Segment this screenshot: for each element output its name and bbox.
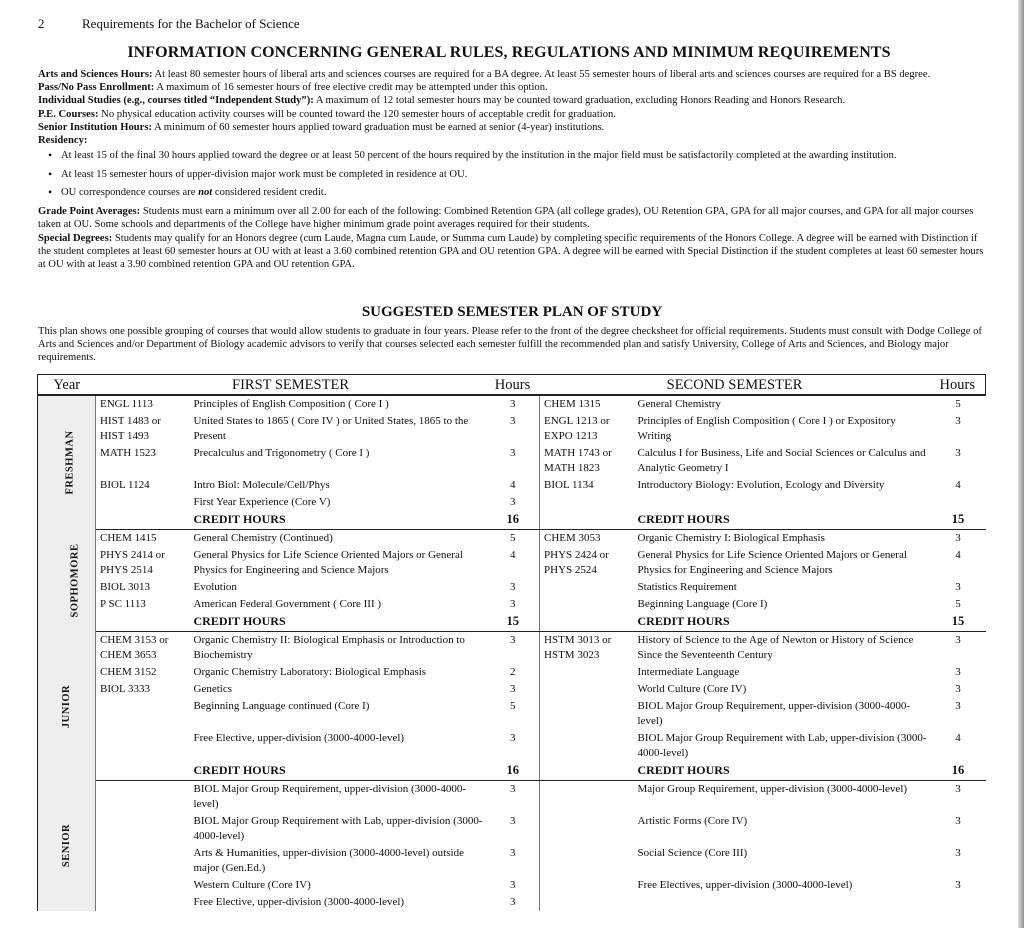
residency-bullet: • At least 15 semester hours of upper-division major work must be completed in residence at OU. <box>61 168 988 181</box>
plan-row <box>38 477 986 494</box>
plan-heading: SUGGESTED SEMESTER PLAN OF STUDY <box>361 304 663 320</box>
course-title: BIOL Major Group Requirement with Lab, upper-division (3000-4000-level) <box>637 732 927 759</box>
course-code <box>540 664 634 681</box>
course-code: HSTM 3013 or HSTM 3023 <box>544 634 612 661</box>
plan-row <box>38 664 986 681</box>
course-code <box>96 511 190 530</box>
rule-label: Grade Point Averages: <box>38 206 141 218</box>
course-hours: 4 <box>955 549 961 561</box>
course-hours: 3 <box>955 634 961 646</box>
rule-individual-studies <box>38 94 988 107</box>
viewer-edge-shadow <box>1018 0 1024 928</box>
residency-bullet <box>61 186 988 199</box>
rule-residency <box>38 134 988 147</box>
credit-hours-label: CREDIT HOURS <box>190 613 486 632</box>
course-code: CHEM 3152 <box>100 666 157 678</box>
course-hours: 3 <box>486 894 540 911</box>
course-code <box>540 596 634 613</box>
course-hours: 3 <box>955 783 961 795</box>
course-code: PHYS 2424 or PHYS 2524 <box>544 549 609 576</box>
course-hours: 3 <box>486 445 540 477</box>
course-code <box>540 681 634 698</box>
rule-text: A maximum of 16 semester hours of free elective credit may be attempted under this option. <box>154 82 548 94</box>
course-title: First Year Experience (Core V) <box>193 496 331 508</box>
course-code: HIST 1483 or HIST 1493 <box>100 415 161 442</box>
course-hours: 3 <box>955 532 961 544</box>
course-hours: 4 <box>486 477 540 494</box>
running-header <box>38 16 300 32</box>
course-title: General Chemistry (Continued) <box>193 532 333 544</box>
course-code <box>540 579 634 596</box>
course-title: Free Elective, upper-division (3000-4000-level) <box>193 896 405 908</box>
rule-senior-hours <box>38 121 988 134</box>
course-code <box>540 877 634 894</box>
course-code <box>96 698 190 730</box>
course-code: BIOL 3013 <box>100 581 151 593</box>
course-code <box>96 730 190 762</box>
course-title: Calculus I for Business, Life and Social Sciences or Calculus and Analytic Geometry I <box>637 447 926 474</box>
rule-text: No physical education activity courses will be counted toward the 120 semester hours of acceptable credit for graduation. <box>98 108 616 120</box>
col-header-second-semester: SECOND SEMESTER <box>540 375 930 396</box>
course-title <box>634 894 930 911</box>
course-hours: 3 <box>486 681 540 698</box>
course-code <box>540 813 634 845</box>
course-hours: 3 <box>955 447 961 459</box>
plan-row <box>38 445 986 477</box>
course-code <box>540 698 634 730</box>
course-hours: 4 <box>955 732 961 744</box>
course-title: Free Elective, upper-division (3000-4000-level) <box>193 732 405 744</box>
course-hours: 3 <box>486 596 540 613</box>
course-code: BIOL 1134 <box>544 479 594 491</box>
rule-special-degrees <box>38 232 988 272</box>
course-hours: 4 <box>955 479 961 491</box>
course-hours <box>930 894 986 911</box>
course-title: General Physics for Life Science Oriented Majors or General Physics for Engineering and Science Majors <box>193 549 463 576</box>
rule-pe-courses <box>38 108 988 121</box>
course-title: General Chemistry <box>637 398 721 410</box>
plan-intro-text: This plan shows one possible grouping of courses that would allow students to graduate in four years. Please refer to the front of the degree checksheet for official requirements. Students must consult with Dodge College of Arts and Sciences and/or Department of Biology academic advisors to verify that courses selected each semester fulfill the recommended plan and satisfy University, College of Arts and Sciences, and Biology major requirements. <box>38 326 982 364</box>
credit-hours-total: 16 <box>486 762 540 781</box>
credit-hours-label: CREDIT HOURS <box>190 511 486 530</box>
rule-pass-fail <box>38 81 988 94</box>
course-code: CHEM 1415 <box>100 532 157 544</box>
course-code: ENGL 1213 or EXPO 1213 <box>544 415 610 442</box>
year-label-cell <box>38 632 96 781</box>
course-title: Evolution <box>193 581 237 593</box>
rule-text: Students must earn a minimum over all 2.00 for each of the following: Combined Retention GPA (all college grades), OU Retention GPA, GPA for all major courses, and GPA for all major courses taken at OU. Some schools and departments of the College have higher minimum grade point averages required for their students. <box>38 206 974 231</box>
page-number: 2 <box>38 16 45 31</box>
rules-section <box>38 68 988 271</box>
course-title: BIOL Major Group Requirement with Lab, upper-division (3000-4000-level) <box>193 815 483 842</box>
rule-gpa <box>38 205 988 231</box>
credit-hours-row <box>38 511 986 530</box>
residency-bullet: • At least 15 of the final 30 hours applied toward the degree or at least 50 percent of the hours required by the institution in the major field must be satisfactorily completed at the awarding institution. <box>61 149 988 162</box>
credit-hours-label: CREDIT HOURS <box>634 511 930 530</box>
course-hours: 3 <box>486 845 540 877</box>
course-hours: 3 <box>955 700 961 712</box>
credit-hours-label: CREDIT HOURS <box>634 613 930 632</box>
course-hours: 3 <box>955 415 961 427</box>
course-title <box>634 494 930 511</box>
course-code <box>96 894 190 911</box>
course-hours: 4 <box>486 547 540 579</box>
plan-row <box>38 596 986 613</box>
course-code <box>96 813 190 845</box>
course-code <box>96 781 190 814</box>
course-code <box>540 511 634 530</box>
course-title: Artistic Forms (Core IV) <box>637 815 748 827</box>
rule-label: Senior Institution Hours: <box>38 121 153 133</box>
year-label: JUNIOR <box>60 684 72 728</box>
course-code <box>540 613 634 632</box>
course-title: BIOL Major Group Requirement, upper-division (3000-4000-level) <box>637 700 911 727</box>
plan-intro <box>38 325 993 365</box>
plan-row <box>38 395 986 413</box>
rule-text: Students may qualify for an Honors degree (cum Laude, Magna cum Laude, or Summa cum Laude) by completing specific requirements of the Honors College. A degree will be earned with Distinction if the student completes at least 60 semester hours at OU with at least a 3.60 combined retention GPA and OU retention GPA. A degree will be earned with Special Distinction if the student completes at least 60 semester hours at OU with at least a 3.90 combined retention GPA and OU retention GPA. <box>38 232 984 271</box>
course-title: Organic Chemistry I: Biological Emphasis <box>637 532 825 544</box>
course-code: BIOL 3333 <box>100 683 151 695</box>
residency-list <box>38 149 988 199</box>
course-hours: 3 <box>955 581 961 593</box>
course-hours: 5 <box>486 530 540 548</box>
rules-heading: INFORMATION CONCERNING GENERAL RULES, REGULATIONS AND MINIMUM REQUIREMENTS <box>127 44 891 61</box>
course-hours: 5 <box>955 398 961 410</box>
course-code: BIOL 1124 <box>100 479 150 491</box>
credit-hours-total: 15 <box>930 613 986 632</box>
course-hours: 3 <box>955 879 961 891</box>
course-code: PHYS 2414 or PHYS 2514 <box>100 549 165 576</box>
course-title: Organic Chemistry Laboratory: Biological Emphasis <box>193 666 427 678</box>
plan-row <box>38 413 986 445</box>
course-code: MATH 1743 or MATH 1823 <box>544 447 612 474</box>
course-code: P SC 1113 <box>100 598 146 610</box>
course-title: Beginning Language continued (Core I) <box>193 700 370 712</box>
course-hours: 3 <box>486 494 540 511</box>
plan-row <box>38 698 986 730</box>
course-title: Free Electives, upper-division (3000-4000-level) <box>637 879 853 891</box>
course-hours: 3 <box>486 632 540 665</box>
year-label: SENIOR <box>60 824 72 868</box>
rule-label: Individual Studies (e.g., courses titled “Independent Study”): <box>38 95 314 107</box>
rule-label: Residency: <box>38 135 88 147</box>
rule-label: Arts and Sciences Hours: <box>38 69 153 80</box>
course-hours: 3 <box>486 413 540 445</box>
credit-hours-total: 16 <box>486 511 540 530</box>
course-title: Introductory Biology: Evolution, Ecology and Diversity <box>637 479 885 491</box>
rule-arts-hours <box>38 68 988 81</box>
rule-label: P.E. Courses: <box>38 108 99 120</box>
course-hours: 3 <box>955 683 961 695</box>
col-header-first-semester: FIRST SEMESTER <box>96 375 486 396</box>
course-code <box>540 730 634 762</box>
plan-row <box>38 845 986 877</box>
course-code <box>96 494 190 511</box>
plan-row <box>38 579 986 596</box>
course-hours: 3 <box>486 781 540 814</box>
course-code: ENGL 1113 <box>100 398 153 410</box>
course-code <box>540 762 634 781</box>
col-header-hours: Hours <box>930 375 986 396</box>
course-hours: 3 <box>955 815 961 827</box>
rule-text: At least 80 semester hours of liberal arts and sciences courses are required for a BA degree. At least 55 semester hours of liberal arts and sciences courses are required for a BS degree. <box>152 69 931 80</box>
plan-row <box>38 632 986 665</box>
course-title: Statistics Requirement <box>637 581 737 593</box>
course-hours: 3 <box>955 666 961 678</box>
course-title: Beginning Language (Core I) <box>637 598 768 610</box>
course-code <box>540 494 634 511</box>
course-title: BIOL Major Group Requirement, upper-division (3000-4000-level) <box>193 783 466 810</box>
course-title: Major Group Requirement, upper-division (3000-4000-level) <box>637 783 908 795</box>
year-label: FRESHMAN <box>64 430 76 495</box>
credit-hours-total: 15 <box>486 613 540 632</box>
rule-text: A minimum of 60 semester hours applied toward graduation must be earned at senior (4-year) institutions. <box>152 121 605 133</box>
course-code <box>540 781 634 814</box>
plan-row <box>38 781 986 814</box>
plan-row <box>38 494 986 511</box>
course-hours <box>930 494 986 511</box>
credit-hours-row <box>38 613 986 632</box>
plan-header-row <box>38 375 986 396</box>
year-label: SOPHOMORE <box>69 543 81 618</box>
course-hours: 5 <box>486 698 540 730</box>
year-label-cell <box>38 530 96 632</box>
course-code: CHEM 3153 or CHEM 3653 <box>100 634 169 661</box>
course-title: Principles of English Composition ( Core I ) or Expository Writing <box>637 415 896 442</box>
plan-table <box>37 374 986 911</box>
course-code <box>96 845 190 877</box>
course-title: Principles of English Composition ( Core I ) <box>193 398 389 410</box>
bullet-text: considered resident credit. <box>212 187 327 199</box>
course-code <box>540 894 634 911</box>
col-header-hours: Hours <box>486 375 540 396</box>
plan-row <box>38 730 986 762</box>
rule-text: A maximum of 12 total semester hours may be counted toward graduation, excluding Honors Reading and Honors Research. <box>313 95 846 107</box>
course-title: History of Science to the Age of Newton or History of Science Since the Seventeenth Century <box>637 634 914 661</box>
course-code: CHEM 3053 <box>544 532 601 544</box>
course-hours: 3 <box>486 730 540 762</box>
plan-row <box>38 530 986 548</box>
bullet-emphasis: not <box>198 187 213 199</box>
running-title: Requirements for the Bachelor of Science <box>82 16 300 31</box>
rule-label: Pass/No Pass Enrollment: <box>38 82 155 94</box>
course-title: Intermediate Language <box>637 666 740 678</box>
course-title: General Physics for Life Science Oriented Majors or General Physics for Engineering and Science Majors <box>637 549 907 576</box>
plan-row <box>38 681 986 698</box>
course-title: Genetics <box>193 683 232 695</box>
course-code <box>540 845 634 877</box>
plan-row <box>38 813 986 845</box>
credit-hours-label: CREDIT HOURS <box>634 762 930 781</box>
course-hours: 3 <box>955 847 961 859</box>
course-title: American Federal Government ( Core III ) <box>193 598 382 610</box>
course-hours: 3 <box>486 813 540 845</box>
plan-row <box>38 547 986 579</box>
plan-row <box>38 877 986 894</box>
course-code <box>96 762 190 781</box>
course-title: Intro Biol: Molecule/Cell/Phys <box>193 479 330 491</box>
course-hours: 3 <box>486 579 540 596</box>
course-hours: 2 <box>486 664 540 681</box>
course-title: Precalculus and Trigonometry ( Core I ) <box>193 447 370 459</box>
plan-row <box>38 894 986 911</box>
course-title: United States to 1865 ( Core IV ) or United States, 1865 to the Present <box>193 415 469 442</box>
credit-hours-total: 16 <box>930 762 986 781</box>
bullet-text: OU correspondence courses are <box>61 187 199 199</box>
rule-label: Special Degrees: <box>38 232 113 244</box>
course-title: Organic Chemistry II: Biological Emphasis or Introduction to Biochemistry <box>193 634 465 661</box>
credit-hours-row <box>38 762 986 781</box>
course-code: CHEM 1315 <box>544 398 601 410</box>
course-title: World Culture (Core IV) <box>637 683 747 695</box>
course-hours: 3 <box>486 877 540 894</box>
course-title: Arts & Humanities, upper-division (3000-4000-level) outside major (Gen.Ed.) <box>193 847 464 874</box>
credit-hours-total: 15 <box>930 511 986 530</box>
credit-hours-label: CREDIT HOURS <box>190 762 486 781</box>
course-hours: 3 <box>486 395 540 413</box>
course-code <box>96 613 190 632</box>
year-label-cell <box>38 395 96 530</box>
course-code <box>96 877 190 894</box>
col-header-year: Year <box>38 375 96 396</box>
course-hours: 5 <box>955 598 961 610</box>
course-code: MATH 1523 <box>100 447 156 459</box>
course-title: Social Science (Core III) <box>637 847 748 859</box>
course-title: Western Culture (Core IV) <box>193 879 311 891</box>
year-label-cell <box>38 781 96 912</box>
plan-body <box>38 395 986 911</box>
